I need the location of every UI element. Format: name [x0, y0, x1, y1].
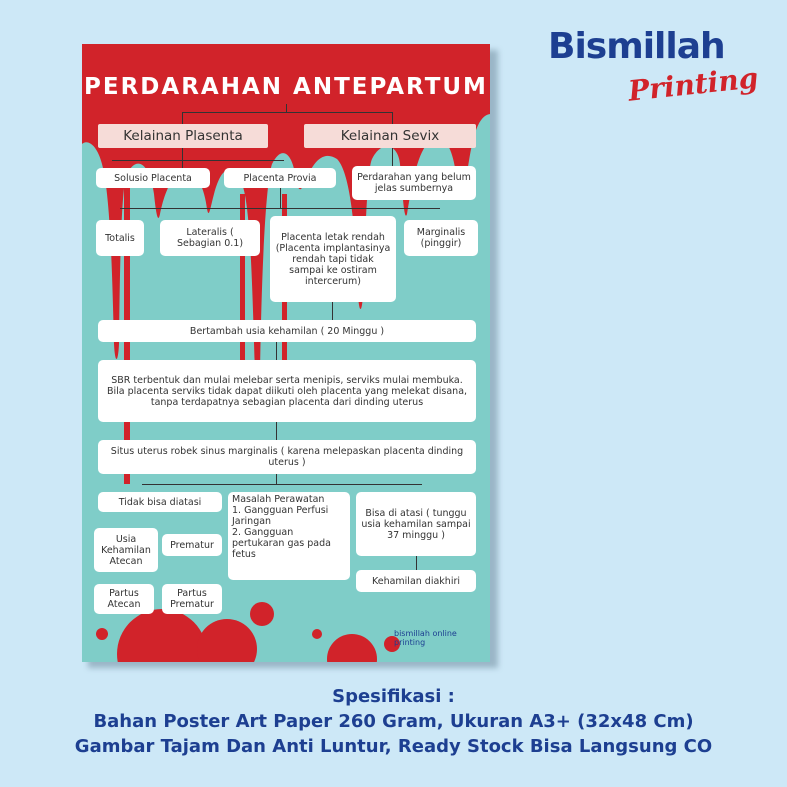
connector [142, 484, 422, 485]
brand-logo [548, 26, 768, 116]
brand-tagline: Printing [626, 61, 760, 108]
spec-line-quality: Gambar Tajam Dan Anti Luntur, Ready Stock Bisa Langsung CO [74, 736, 713, 757]
brand-name: Bismillah [548, 26, 725, 67]
tidak-bisa-diatasi-box: Tidak bisa diatasi [98, 492, 222, 512]
spec-heading: Spesifikasi : [332, 686, 455, 707]
totalis-box: Totalis [96, 220, 144, 256]
connector [182, 112, 392, 113]
partus-atecan-box: Partus Atecan [94, 584, 154, 614]
poster [82, 44, 490, 662]
connector [112, 160, 284, 161]
connector [416, 556, 417, 570]
bisa-diatasi-box: Bisa di atasi ( tunggu usia kehamilan sampai 37 minggu ) [356, 492, 476, 556]
partus-prematur-box: Partus Prematur [162, 584, 222, 614]
usia-kehamilan-box: Usia Kehamilan Atecan [94, 528, 158, 572]
step-bertambah-usia: Bertambah usia kehamilan ( 20 Minggu ) [98, 320, 476, 342]
placenta-provia-box: Placenta Provia [224, 168, 336, 188]
connector [120, 208, 440, 209]
step-sbr-terbentuk: SBR terbentuk dan mulai melebar serta menipis, serviks mulai membuka. Bila placenta serviks tidak dapat diikuti oleh placenta yang melekat disana, tanpa terdapatnya sebagian placenta dari dinding uterus [98, 360, 476, 422]
kelainan-sevix-box: Kelainan Sevix [304, 124, 476, 148]
step-situs-uterus: Situs uterus robek sinus marginalis ( karena melepaskan placenta dinding uterus ) [98, 440, 476, 474]
poster-footer-logo: bismillah online printing [394, 629, 457, 647]
poster-title: PERDARAHAN ANTEPARTUM [84, 74, 488, 100]
connector [392, 112, 393, 124]
prematur-box: Prematur [162, 534, 222, 556]
perdarahan-box: Perdarahan yang belum jelas sumbernya [352, 166, 476, 200]
letak-rendah-box: Placenta letak rendah (Placenta implantasinya rendah tapi tidak sampai ke ostiram intercerum) [270, 216, 396, 302]
specification-text [0, 684, 787, 759]
kehamilan-diakhiri-box: Kehamilan diakhiri [356, 570, 476, 592]
connector [182, 112, 183, 124]
lateralis-box: Lateralis ( Sebagian 0.1) [160, 220, 260, 256]
spec-line-material: Bahan Poster Art Paper 260 Gram, Ukuran A3+ (32x48 Cm) [93, 711, 694, 732]
solusio-placenta-box: Solusio Placenta [96, 168, 210, 188]
marginalis-box: Marginalis (pinggir) [404, 220, 478, 256]
connector [332, 302, 333, 320]
connector [286, 104, 287, 112]
kelainan-plasenta-box: Kelainan Plasenta [98, 124, 268, 148]
connector [276, 474, 277, 484]
connector [276, 422, 277, 440]
masalah-perawatan-box: Masalah Perawatan 1. Gangguan Perfusi Jaringan 2. Gangguan pertukaran gas pada fetus [228, 492, 350, 580]
connector [182, 148, 183, 168]
connector [392, 148, 393, 166]
connector [280, 188, 281, 208]
connector [276, 342, 277, 360]
